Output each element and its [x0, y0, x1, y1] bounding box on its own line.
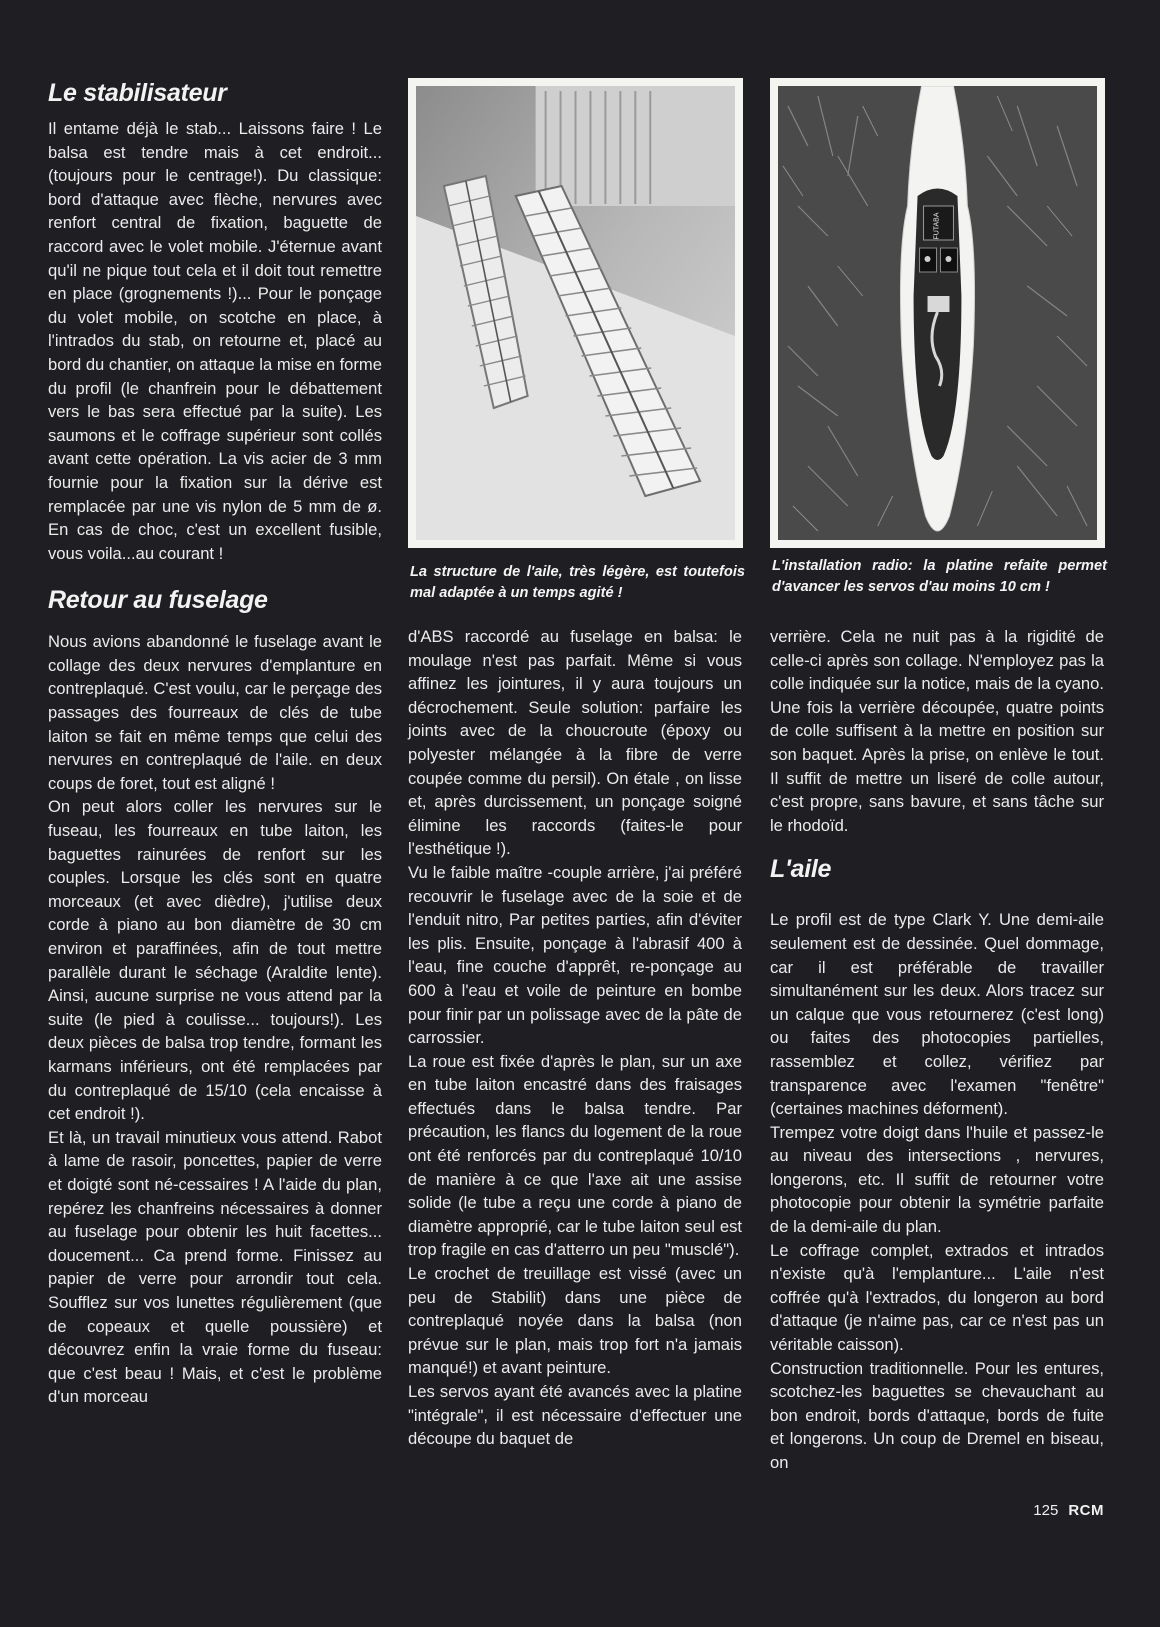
radio-installation-image: [778, 86, 1097, 540]
paragraph: Nous avions abandonné le fuselage avant le collage des deux nervures d'emplanture en contreplaqué. C'est voulu, car le perçage des passages des fourreaux de clés de tube laiton se fait en même temps que celui des nervures en contreplaqué de l'aile. en deux coups de foret, tout est aligné !: [48, 632, 382, 793]
page-footer: [1033, 1502, 1104, 1519]
wing-photo-caption: La structure de l'aile, très légère, est toutefois mal adaptée à un temps agité !: [410, 564, 745, 601]
paragraph: Et là, un travail minutieux vous attend. Rabot à lame de rasoir, poncettes, papier de verre et doigté sont né-cessaires ! A l'aide du plan, repérez les chanfreins nécessaires à donner au fuselage pour obtenir les huit facettes... doucement... Ca prend forme. Finissez au papier de verre pour arrondir tout cela. Soufflez sur vos lunettes régulièrement (que de copeaux et quelle poussière) et découvrez enfin la vraie forme du fuseau: que c'est beau ! Mais, et c'est le problème d'un morceau: [48, 1127, 382, 1407]
radio-label: FUTABA: [933, 212, 941, 240]
paragraph: Construction traditionnelle. Pour les entures, scotchez-les baguettes se chevauchant au bon endroit, bords d'attaque, bords de fuite et longerons. Un coup de Dremel en biseau, on: [770, 1358, 1104, 1472]
column-3: [770, 625, 1104, 1475]
column-2: [408, 625, 742, 1451]
paragraph: Trempez votre doigt dans l'huile et passez-le au niveau des intersections , nervures, longerons, etc. Il suffit de retourner votre photocopie pour obtenir la symétrie parfaite de la demi-aile du plan.: [770, 1122, 1104, 1237]
page-number: 125: [1033, 1502, 1059, 1519]
heading-aile: L'aile: [770, 855, 832, 884]
paragraph: On peut alors coller les nervures sur le fuseau, les fourreaux en tube laiton, les baguettes rainurées de renfort sur les couples. Lorsque les clés sont en quatre morceaux (et avec dièdre), j'utilise deux corde à piano au bon diamètre de 30 cm environ et paraffinées, afin de tout mettre parallèle durant le séchage (Araldite lente). Ainsi, aucune surprise ne vous attend par la suite (le pied à coulisse... toujours!). Les deux pièces de balsa trop tendre, formant les karmans inférieurs, ont été remplacées par du contreplaqué de 15/10 (cela encaisse à cet endroit !).: [48, 797, 382, 1124]
radio-installation-photo: [770, 78, 1105, 548]
wing-structure-photo: [408, 78, 743, 548]
paragraph: verrière. Cela ne nuit pas à la rigidité de celle-ci après son collage. N'employez pas la colle indiquée sur la notice, mais de la cyano. Une fois la verrière découpée, quatre points de colle suffisent à la mettre en position sur son baquet. Après la prise, on enlève le tout. Il suffit de mettre un liseré de colle autour, c'est propre, sans bavure, et sans tâche sur le rhodoïd.: [770, 627, 1104, 835]
paragraph: d'ABS raccordé au fuselage en balsa: le moulage n'est pas parfait. Même si vous affinez les jointures, il y aura toujours un décrochement. Seule solution: parfaire les joints avec de la choucroute (époxy ou polyester mélangée à la fibre de verre coupée comme du persil). On étale , on lisse et, après durcissement, un ponçage soigné élimine les raccords (faites-le pour l'esthétique !).: [408, 627, 742, 859]
paragraph: Vu le faible maître -couple arrière, j'ai préféré recouvrir le fuselage avec de la soie et de l'enduit nitro, Par petites parties, afin d'éviter les plis. Ensuite, ponçage à l'abrasif 400 à l'eau, fine couche d'apprêt, re-ponçage au 600 à l'eau et voile de peinture en bombe pour finir par un polissage avec de la pâte de carrossier.: [408, 862, 742, 1048]
paragraph: Il entame déjà le stab... Laissons faire ! Le balsa est tendre mais à cet endroit... (toujours pour le centrage!). Du classique: bord d'attaque avec flèche, nervures avec renfort central de fixation, baguette de raccord avec le volet mobile. J'éternue avant qu'il ne pique tout cela et il doit tout remettre en place (grognements !)... Pour le ponçage du volet mobile, on scotche en place, à l'intrados du stab, on retourne et, placé au bord du chantier, on attaque la mise en forme du profil (le chanfrein pour le débattement vers le bas sera effectué par la suite). Les saumons et le coffrage supérieur sont collés avant cette opération. La vis acier de 3 mm fournie pour la fixation sur la dérive est remplacée par une vis nylon de 5 mm de ø. En cas de choc, c'est un excellent fusible, vous voila...au courant !: [48, 119, 382, 563]
heading-stabilisateur: Le stabilisateur: [48, 79, 227, 107]
wing-structure-image: [416, 86, 735, 540]
paragraph: Le profil est de type Clark Y. Une demi-aile seulement est de dessinée. Quel dommage, car il est préférable de travailler simultanément sur les deux. Alors tracez sur un calque que vous retournerez (c'est long) ou faites des photocopies partielles, rassemblez et collez, vérifiez par transparence avec l'examen "fenêtre" (certaines machines déforment).: [770, 910, 1104, 1119]
magazine-name: RCM: [1068, 1502, 1104, 1519]
column-1: [48, 78, 382, 1409]
paragraph: La roue est fixée d'après le plan, sur un axe en tube laiton encastré dans des fraisages effectués dans le balsa tendre. Par précaution, les flancs du logement de la roue ont été renforcés par du contreplaqué 10/10 de manière à ce que l'axe ait une assise solide (le tube a reçu une corde à piano de diamètre approprié, car le tube laiton seul est trop fragile en cas d'atterro un peu "musclé").: [408, 1051, 742, 1260]
paragraph: Les servos ayant été avancés avec la platine "intégrale", il est nécessaire d'effectuer une découpe du baquet de: [408, 1382, 742, 1449]
heading-retour-fuselage: Retour au fuselage: [48, 586, 268, 615]
paragraph: Le crochet de treuillage est vissé (avec un peu de Stabilit) dans une pièce de contreplaqué noyée dans la balsa (non prévue sur le plan, mais trop fort n'a jamais manqué!) et avant peinture.: [408, 1264, 742, 1378]
paragraph: Le coffrage complet, extrados et intrados n'existe qu'à l'emplanture... L'aile n'est coffrée qu'à l'extrados, du longeron au bord d'attaque (je n'aime pas, car ce n'est pas un véritable caisson).: [770, 1240, 1104, 1355]
radio-photo-caption: L'installation radio: la platine refaite permet d'avancer les servos d'au moins 10 cm !: [772, 558, 1107, 595]
